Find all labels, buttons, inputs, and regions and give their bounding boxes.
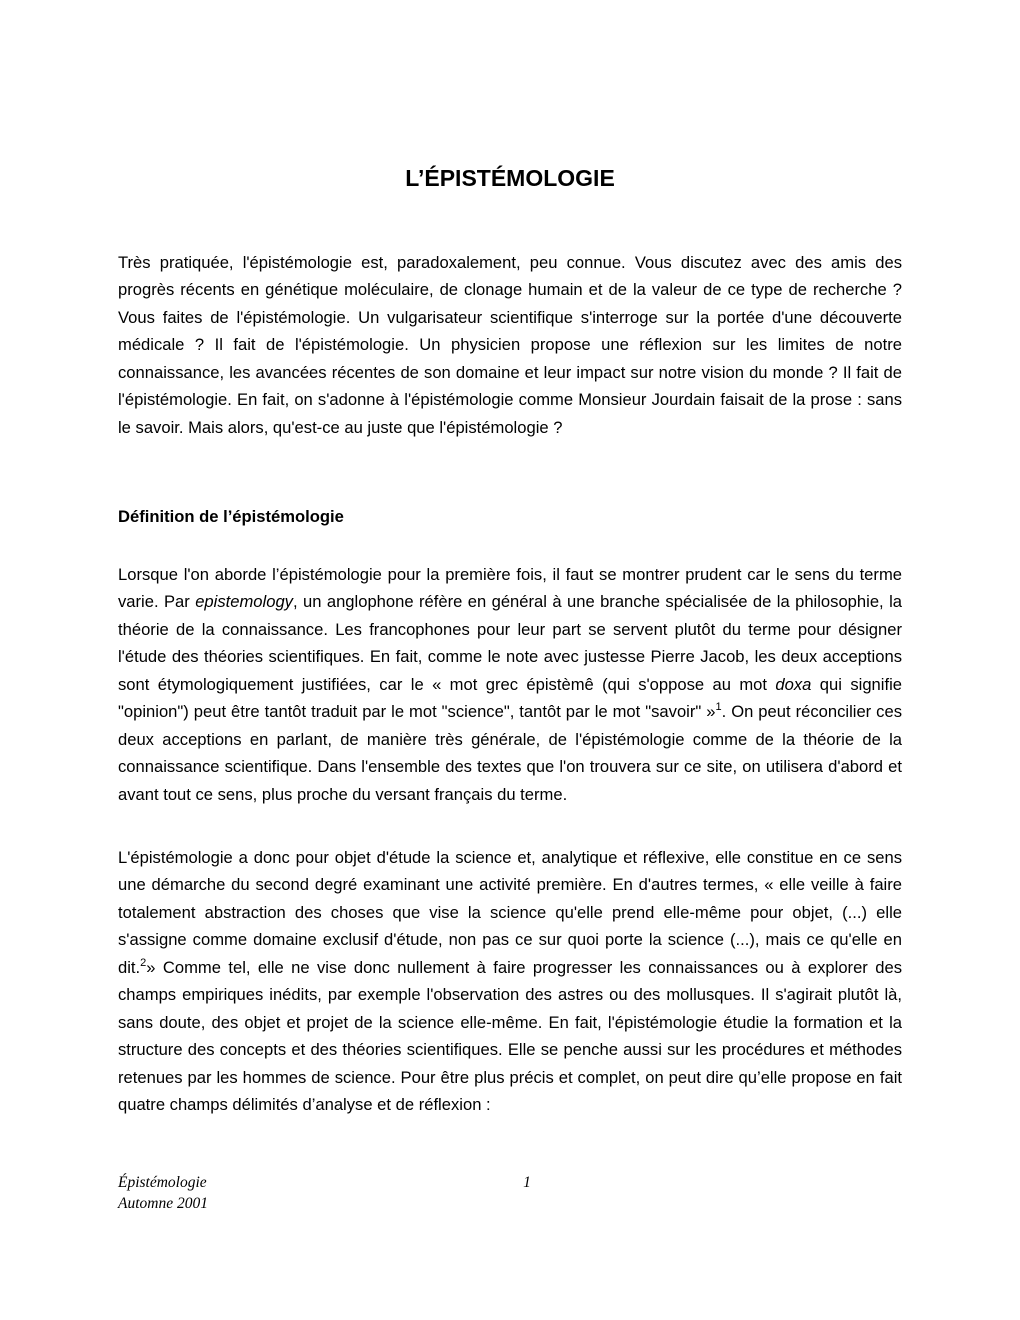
definition-text-2: , un anglophone réfère en général à une branche spécialisée de la philosophie, la théorie de la connaissance. Les francophones pour leur part se servent plutôt du terme pour désigner l'étude des théories scientifiques. En fait, comme le note avec justesse Pierre Jacob, les deux acceptions sont étymologiquement justifiées, car le « mot grec épistèmê (qui s'oppose au mot	[118, 592, 902, 694]
document-title: L’ÉPISTÉMOLOGIE	[405, 165, 615, 192]
italic-term-doxa: doxa	[775, 674, 812, 694]
definition-paragraph	[118, 561, 902, 809]
page-number: 1	[523, 1174, 531, 1191]
object-text-1: L'épistémologie a donc pour objet d'étude la science et, analytique et réflexive, elle constitue en ce sens une démarche du second degré examinant une activité première. En d'autres termes, « elle veille à faire totalement abstraction des choses que vise la science qu'elle prend elle-même pour objet, (...) elle s'assigne comme domaine exclusif d'étude, non pas ce sur quoi porte la science (...), mais ce qu'elle en dit.	[118, 847, 902, 977]
definition-text-1: Lorsque l'on aborde l’épistémologie pour la première fois, il faut se montrer prudent car le sens du terme varie. Par	[118, 564, 902, 612]
footer-doc-title: Épistémologie	[118, 1174, 207, 1191]
definition-text-3: qui signifie "opinion") peut être tantôt traduit par le mot "science", tantôt par le mot "savoir" »	[118, 674, 902, 722]
footnote-ref-2: 2	[140, 956, 147, 969]
footer-term: Automne 2001	[118, 1195, 208, 1212]
intro-paragraph-text: Très pratiquée, l'épistémologie est, paradoxalement, peu connue. Vous discutez avec des amis des progrès récents en génétique moléculaire, de clonage humain et de la valeur de ce type de recherche ? Vous faites de l'épistémologie. Un vulgarisateur scientifique s'interroge sur la portée d'une découverte médicale ? Il fait de l'épistémologie. Un physicien propose une réflexion sur les limites de notre connaissance, les avancées récentes de son domaine et leur impact sur notre vision du monde ? Il fait de l'épistémologie. En fait, on s'adonne à l'épistémologie comme Monsieur Jourdain faisait de la prose : sans le savoir. Mais alors, qu'est-ce au juste que l'épistémologie ?	[118, 252, 902, 437]
italic-term-epistemology: epistemology	[195, 592, 293, 612]
object-paragraph	[118, 844, 902, 1119]
footnote-ref-1: 1	[715, 701, 722, 714]
object-text-2: » Comme tel, elle ne vise donc nullement à faire progresser les connaissances ou à explorer des champs empiriques inédits, par exemple l'observation des astres ou des mollusques. Il s'agirait plutôt là, sans doute, des objet et projet de la science elle-même. En fait, l'épistémologie étudie la formation et la structure des concepts et des théories scientifiques. Elle se penche aussi sur les procédures et méthodes retenues par les hommes de science. Pour être plus précis et complet, on peut dire qu’elle propose en fait quatre champs délimités d’analyse et de réflexion :	[118, 957, 902, 1115]
definition-text-4: . On peut réconcilier ces deux acceptions en parlant, de manière très générale, de l'épistémologie comme de la théorie de la connaissance scientifique. Dans l'ensemble des textes que l'on trouvera sur ce site, on utilisera d'abord et avant tout ce sens, plus proche du versant français du terme.	[118, 702, 902, 804]
intro-paragraph	[118, 249, 902, 442]
section-heading: Définition de l’épistémologie	[118, 506, 344, 526]
